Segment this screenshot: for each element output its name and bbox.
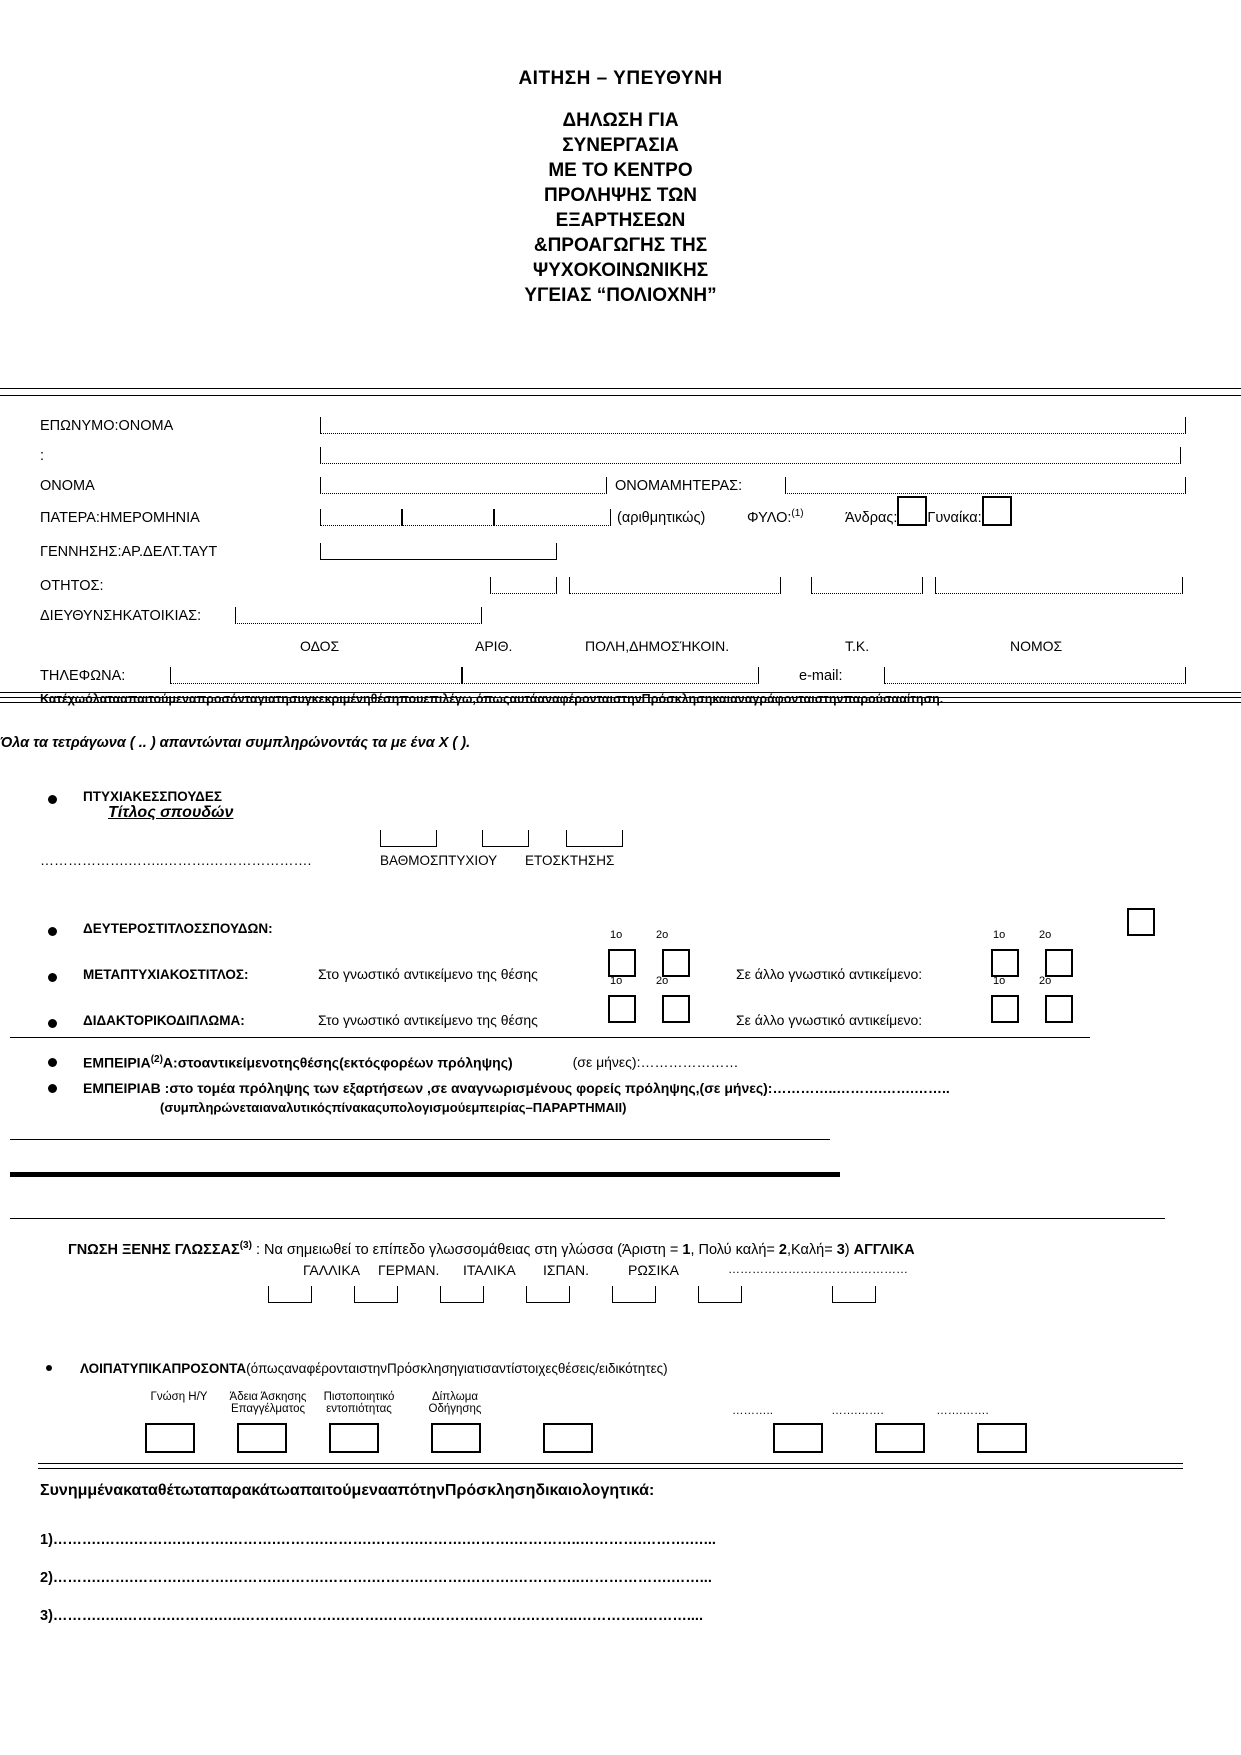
label-mother-name: ΟΝΟΜΑΜΗΤΕΡΑΣ:	[615, 478, 743, 494]
field-lang-italian-level[interactable]	[526, 1286, 570, 1303]
field-lang-french-level[interactable]	[354, 1286, 398, 1303]
label-phd: ΔΙΔΑΚΤΟΡΙΚΟΔΙΠΛΩΜΑ:	[83, 1013, 245, 1028]
checkbox-second-degree[interactable]	[1127, 908, 1155, 936]
label-lang-english: ΑΓΓΛΙΚΑ	[853, 1241, 915, 1258]
field-lang-english-level[interactable]	[268, 1286, 312, 1303]
title-line-1: ΑΙΤΗΣΗ – ΥΠΕΥΘΥΝΗ	[518, 68, 723, 89]
attachment-line-2[interactable]: 2)……….…….……….……….……….……….……….……….……….……….…………..……………….……...	[40, 1570, 712, 1586]
field-otitos-4[interactable]	[935, 577, 1183, 594]
label-masters-in-field: Στο γνωστικό αντικείμενο της θέσης	[318, 966, 538, 982]
title-line: ΨΥΧΟΚΟΙΝΩΝΙΚΗΣ	[532, 260, 709, 281]
checkbox-locality-certificate[interactable]	[329, 1423, 379, 1453]
field-day[interactable]	[320, 509, 402, 526]
bullet-icon	[48, 927, 57, 936]
label-number: ΑΡΙΘ.	[475, 638, 513, 654]
label-2nd: 2ο	[656, 975, 669, 987]
label-2nd: 2ο	[1039, 929, 1052, 941]
title-line: ΔΗΛΩΣΗ ΓΙΑ	[562, 110, 679, 131]
label-lang-german: ΓΕΡΜΑΝ.	[378, 1261, 440, 1278]
label-prefecture: ΝΟΜΟΣ	[1010, 638, 1063, 654]
field-otitos-2[interactable]	[569, 577, 781, 594]
field-lang-russian-level[interactable]	[698, 1286, 742, 1303]
declaration-text: Κατέχωόλατααπαιτούμεναπροσόνταγιατησυγκεκριμένηθέσηπουεπιλέγω,όπωςαυτάαναφέρονταιστηνΠρόσκλησηκαιαναγράφονταιστηνπαρούσααίτηση.	[40, 692, 944, 706]
checkbox-male[interactable]	[897, 496, 927, 526]
bullet-icon	[48, 973, 57, 982]
label-phd-other-field: Σε άλλο γνωστικό αντικείμενο:	[736, 1012, 923, 1028]
title-line: ΥΓΕΙΑΣ “ΠΟΛΙΟΧΝΗ”	[524, 285, 717, 306]
label-experience-note: (συμπληρώνεταιαναλυτικόςπίνακαςυπολογισμούεμπειρίας–ΠΑΡΑΡΤΗΜΑΙΙ)	[160, 1100, 627, 1115]
attachment-line-1[interactable]: 1)……….…….……….……….……….……….……….……….……….……….…………..………….……….…...	[40, 1532, 716, 1548]
label-gender: ΦΥΛΟ:$^{(1)}$	[747, 508, 804, 526]
field-surname-2[interactable]	[320, 447, 1181, 464]
title-line: ΠΡΟΛΗΨΗΣ ΤΩΝ	[543, 185, 698, 206]
checkbox-masters-field-1[interactable]	[608, 949, 636, 977]
label-surname: ΕΠΩΝΥΜΟ:ΟΝΟΜΑ	[40, 418, 174, 434]
label-second-degree: ΔΕΥΤΕΡΟΣΤΙΤΛΟΣΣΠΟΥΔΩΝ:	[83, 921, 273, 936]
field-surname[interactable]	[320, 417, 1186, 434]
checkbox-driving-license[interactable]	[431, 1423, 481, 1453]
label-degree-grade: ΒΑΘΜΟΣΠΤΥΧΙΟΥ	[380, 853, 498, 868]
attachment-line-3[interactable]: 3)……….…..……….……….…..……….……….……….……….……….……….………..…………..………....	[40, 1608, 703, 1624]
checkbox-computer-skills[interactable]	[145, 1423, 195, 1453]
checkbox-phd-other-1[interactable]	[991, 995, 1019, 1023]
checkbox-extra-2[interactable]	[773, 1423, 823, 1453]
field-year-1[interactable]	[482, 830, 529, 847]
field-mother-name[interactable]	[785, 477, 1186, 494]
qual-label-other-1: ………..	[732, 1405, 773, 1417]
label-1st: 1ο	[610, 975, 623, 987]
qual-label-line1: Άδεια Άσκησης	[229, 1391, 307, 1403]
label-otitos: ΟΤΗΤΟΣ:	[40, 578, 104, 594]
label-lang-french: ΓΑΛΛΙΚΑ	[303, 1261, 361, 1278]
label-lang-russian: ΡΩΣΙΚΑ	[628, 1261, 680, 1278]
label-other-qualifications: ΛΟΙΠΑΤΥΠΙΚΑΠΡΟΣΟΝΤΑ(όπωςαναφέρονταιστηνΠρόσκλησηγιατισαντίστοιχεςθέσεις/ειδικότητες)	[80, 1360, 668, 1376]
label-numeric: (αριθμητικώς)	[617, 510, 706, 526]
label-street: ΟΔΟΣ	[300, 638, 340, 654]
qual-label-other-2: …….…….	[831, 1405, 884, 1417]
label-degree-title: Τίτλος σπουδών	[108, 804, 234, 821]
label-experience-a-months: (σε μήνες):…………………	[572, 1054, 739, 1070]
field-email[interactable]	[884, 667, 1186, 684]
label-2nd: 2ο	[1039, 975, 1052, 987]
qual-label-computer: Γνώση Η/Υ	[150, 1391, 208, 1403]
instruction-text: Όλα τα τετράγωνα ( .. ) απαντώνται συμπληρώνοντάς τα με ένα Χ ( ).	[0, 735, 471, 751]
languages-heading: ΓΝΩΣΗ ΞΕΝΗΣ ΓΛΩΣΣΑΣ$^{(3)}$ : Να σημειωθεί το επίπεδο γλωσσομάθειας στη γλώσσα (Άριστη = 1, Πολύ καλή= 2,Καλή= 3) ΑΓΓΛΙΚΑ	[68, 1240, 915, 1258]
label-city: ΠΟΛΗ,ΔΗΜΟΣΉΚΟΙΝ.	[585, 638, 730, 654]
label-1st: 1ο	[610, 929, 623, 941]
label-male: Άνδρας:	[845, 510, 898, 526]
label-1st: 1ο	[993, 929, 1006, 941]
label-email: e-mail:	[799, 668, 843, 684]
label-experience-a: ΕΜΠΕΙΡΙΑ$^{(2)}$Α:στοαντικείμενοτηςθέσης(εκτόςφορέων πρόληψης)	[83, 1053, 513, 1071]
qual-label-license: Επαγγέλματος	[230, 1403, 306, 1415]
label-1st: 1ο	[993, 975, 1006, 987]
checkbox-professional-license[interactable]	[237, 1423, 287, 1453]
field-year-2[interactable]	[566, 830, 623, 847]
label-acquisition-year: ΕΤΟΣΚΤΗΣΗΣ	[525, 853, 615, 868]
label-degree-studies: ΠΤΥΧΙΑΚΕΣΣΠΟΥΔΕΣ	[83, 789, 222, 804]
checkbox-phd-field-2[interactable]	[662, 995, 690, 1023]
title-line: ΣΥΝΕΡΓΑΣΙΑ	[562, 135, 679, 156]
bullet-icon	[46, 1365, 52, 1371]
qual-label-line1: Πιστοποιητικό	[323, 1391, 395, 1403]
field-phone-2[interactable]	[462, 667, 759, 684]
field-degree-grade[interactable]	[380, 830, 437, 847]
label-lang-italian: ΙΤΑΛΙΚΑ	[463, 1261, 516, 1278]
checkbox-extra-4[interactable]	[977, 1423, 1027, 1453]
field-address[interactable]	[235, 607, 482, 624]
degree-title-dots: ……………….……..……….………………….	[40, 852, 312, 868]
bullet-icon	[48, 1084, 57, 1093]
label-colon: :	[40, 448, 45, 464]
label-father-birthdate: ΠΑΤΕΡΑ:ΗΜΕΡΟΜΗΝΙΑ	[40, 510, 200, 526]
checkbox-masters-other-1[interactable]	[991, 949, 1019, 977]
title-line: ΜΕ ΤΟ ΚΕΝΤΡΟ	[548, 160, 693, 181]
bullet-icon	[48, 795, 57, 804]
label-name: ΟΝΟΜΑ	[40, 478, 95, 494]
label-female: Γυναίκα:	[927, 510, 982, 526]
field-month[interactable]	[402, 509, 494, 526]
attachments-title: ΣυνημμένακαταθέτωταπαρακάτωαπαιτούμενααπότηνΠρόσκλησηδικαιολογητικά:	[40, 1482, 655, 1499]
qual-label-locality: εντοπιότητας	[326, 1403, 392, 1415]
checkbox-masters-other-2[interactable]	[1045, 949, 1073, 977]
checkbox-phd-field-1[interactable]	[608, 995, 636, 1023]
label-lang-spanish: ΙΣΠΑΝ.	[543, 1261, 589, 1278]
field-id-number[interactable]	[320, 543, 557, 560]
checkbox-extra-3[interactable]	[875, 1423, 925, 1453]
label-2nd: 2ο	[656, 929, 669, 941]
checkbox-female[interactable]	[982, 496, 1012, 526]
qual-label-other-3: …….…….	[936, 1405, 989, 1417]
label-experience-b: ΕΜΠΕΙΡΙΑΒ :στο τομέα πρόληψης των εξαρτήσεων ,σε αναγνωρισμένους φορείς πρόληψης,(σε μήνες):…………..……….…….……..	[83, 1080, 950, 1096]
field-name[interactable]	[320, 477, 607, 494]
label-birth-id: ΓΕΝΝΗΣΗΣ:ΑΡ.ΔΕΛΤ.ΤΑΥΤ	[40, 544, 218, 560]
field-lang-german-level[interactable]	[440, 1286, 484, 1303]
title-line: ΕΞΑΡΤΗΣΕΩΝ	[555, 210, 686, 231]
checkbox-phd-other-2[interactable]	[1045, 995, 1073, 1023]
checkbox-masters-field-2[interactable]	[662, 949, 690, 977]
field-otitos-3[interactable]	[811, 577, 923, 594]
label-postcode: Τ.Κ.	[845, 638, 870, 654]
label-phones: ΤΗΛΕΦΩΝΑ:	[40, 668, 126, 684]
document-title	[0, 0, 1241, 308]
label-address: ΔΙΕΥΘΥΝΣΗΚΑΤΟΙΚΙΑΣ:	[40, 608, 202, 624]
qual-label-line1: Δίπλωμα	[432, 1391, 478, 1403]
label-masters: ΜΕΤΑΠΤΥΧΙΑΚΟΣΤΙΤΛΟΣ:	[83, 967, 249, 982]
qual-label-driving: Οδήγησης	[428, 1403, 482, 1415]
label-masters-other-field: Σε άλλο γνωστικό αντικείμενο:	[736, 966, 923, 982]
checkbox-extra-1[interactable]	[543, 1423, 593, 1453]
field-lang-spanish-level[interactable]	[612, 1286, 656, 1303]
title-line: &ΠΡΟΑΓΩΓΗΣ ΤΗΣ	[533, 235, 708, 256]
field-otitos-1[interactable]	[490, 577, 557, 594]
field-phone-1[interactable]	[170, 667, 462, 684]
field-year[interactable]	[494, 509, 611, 526]
field-lang-other-level[interactable]	[832, 1286, 876, 1303]
label-lang-other: ………………………………………	[728, 1261, 908, 1276]
bullet-icon	[48, 1058, 57, 1067]
bullet-icon	[48, 1019, 57, 1028]
label-phd-in-field: Στο γνωστικό αντικείμενο της θέσης	[318, 1012, 538, 1028]
